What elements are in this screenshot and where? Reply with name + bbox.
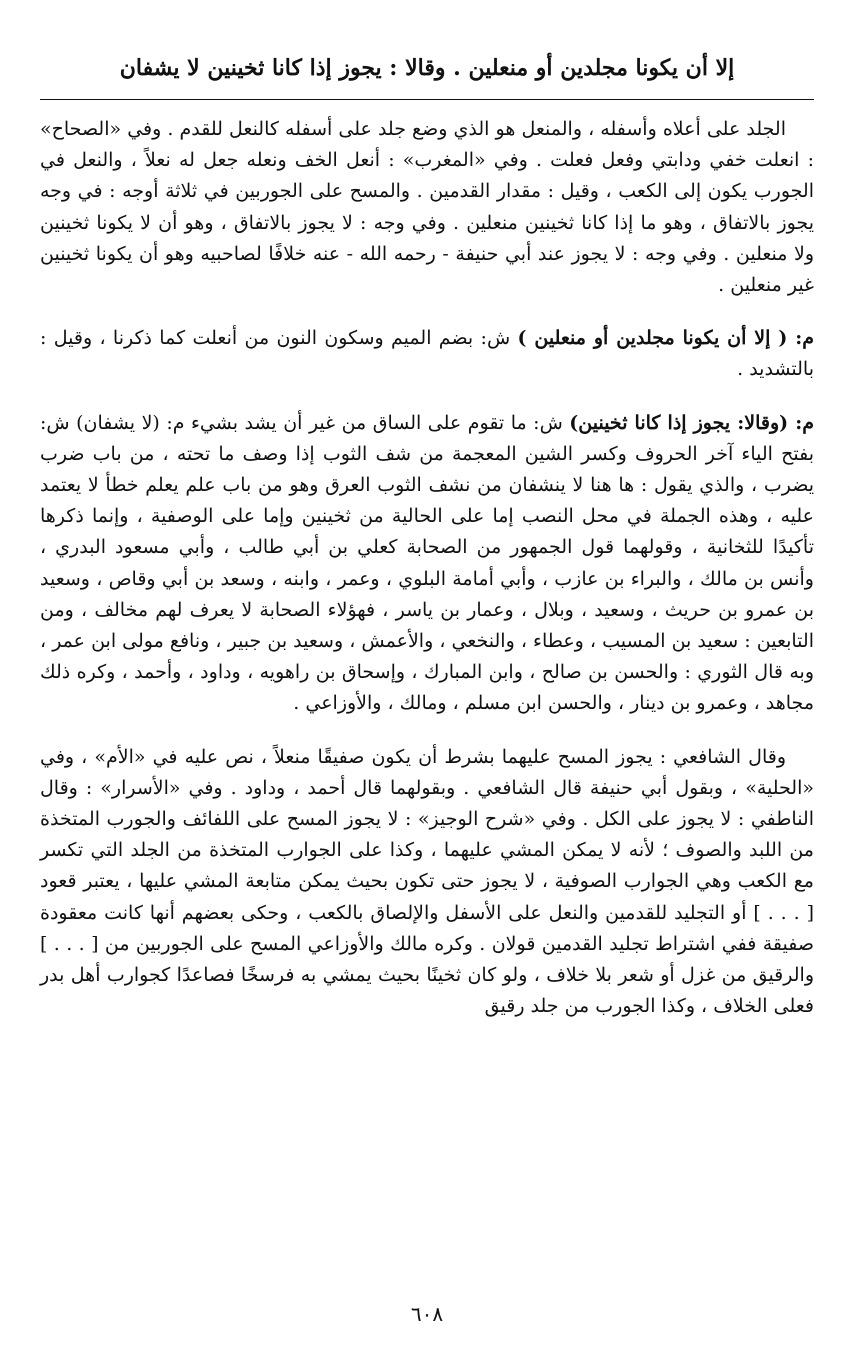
paragraph-3 <box>40 408 814 720</box>
paragraph-3-matn: م: (وقالا: يجوز إذا كانا ثخينين) <box>569 411 814 434</box>
paragraph-4 <box>40 742 814 1023</box>
paragraph-4-text: وقال الشافعي : يجوز المسح عليهما بشرط أن يكون صفيقًا منعلاً ، نص عليه في «الأم» ، وفي «الحلية» ، وبقول أبي حنيفة قال الشافعي . وبقولهما قال أحمد ، وداود . وفي «الأسرار» : وقال الناطفي : لا يجوز على الكل . وفي «شرح الوجيز» : لا يجوز المسح على اللفائف والجورب المتخذة من اللبد والصوف ؛ لأنه لا يمكن المشي عليهما ، وكذا على الجوارب المتخذة من الجلد التي تكسر مع الكعب وهي الجوارب الصوفية ، لا يجوز حتى تكون بحيث يمكن متابعة المشي عليها ، يعتبر قعود [ . . . ] أو التجليد للقدمين والنعل على الأسفل والإلصاق بالكعب ، وحكى بعضهم أنها كانت معقودة صفيقة ففي اشتراط تجليد القدمين قولان . وكره مالك والأوزاعي المسح على الجوربين من [ . . . ] والرقيق من غزل أو شعر بلا خلاف ، ولو كان ثخينًا بحيث يمشي به فرسخًا فصاعدًا كجوارب أهل بدر فعلى الخلاف ، وكذا الجورب من جلد رقيق <box>40 745 814 1018</box>
header-divider <box>40 99 814 100</box>
running-header: إلا أن يكونا مجلدين أو منعلين . وقالا : يجوز إذا كانا ثخينين لا يشفان <box>119 55 735 81</box>
body-text <box>40 114 814 1044</box>
paragraph-2-text: ش: بضم الميم وسكون النون من أنعلت كما ذكرنا ، وقيل : بالتشديد . <box>40 327 814 381</box>
paragraph-2-matn: م: ( إلا أن يكونا مجلدين أو منعلين ) <box>517 327 814 350</box>
paragraph-1 <box>40 114 814 301</box>
paragraph-3-text: ش: ما تقوم على الساق من غير أن يشد بشيء م: (لا يشفان) ش: بفتح الياء آخر الحروف وكسر الشين المعجمة من شف الثوب إذا وصف ما تحته ، من باب ضرب يضرب ، والذي يقول : ها هنا لا ينشفان من نشف الثوب العرق وهو من باب علم يعلم خطأ لا يعتمد عليه ، وهذه الجملة في محل النصب إما على الحالية من ثخينين وإما على الوصفية ، وإنما ذكرها تأكيدًا للثخانية ، وقولهما قول الجمهور من الصحابة كعلي بن أبي طالب ، وأبي مسعود البدري ، وأنس بن مالك ، والبراء بن عازب ، وأبي أمامة البلوي ، وعمر ، وابنه ، وسعد بن أبي وقاص ، وسعيد بن عمرو بن حريث ، وسعيد ، وبلال ، وعمار بن ياسر ، فهؤلاء الصحابة لا يعرف لهم مخالف ، ومن التابعين : سعيد بن المسيب ، وعطاء ، والنخعي ، والأعمش ، وسعيد بن جبير ، ونافع مولى ابن عمر ، وبه قال الثوري : والحسن بن صالح ، وابن المبارك ، وإسحاق بن راهويه ، وداود ، وأحمد ، وكره ذلك مجاهد ، وعمرو بن دينار ، والحسن ابن مسلم ، ومالك ، والأوزاعي . <box>40 411 815 715</box>
book-page <box>40 0 814 1372</box>
paragraph-2 <box>40 323 814 385</box>
paragraph-1-text: الجلد على أعلاه وأسفله ، والمنعل هو الذي وضع جلد على أسفله كالنعل للقدم . وفي «الصحاح» : انعلت خفي ودابتي وفعل فعلت . وفي «المغرب» : أنعل الخف ونعله جعل له نعلاً ، والنعل في الجورب يكون إلى الكعب ، وقيل : مقدار القدمين . والمسح على الجوربين في ثلاثة أوجه : في وجه يجوز بالاتفاق ، وهو ما إذا كانا ثخينين منعلين . وفي وجه : لا يجوز بالاتفاق ، وهو أن لا يكونا ثخينين ولا منعلين . وفي وجه : لا يجوز عند أبي حنيفة - رحمه الله - عنه خلافًا لصاحبيه وهو أن يكونا ثخينين غير منعلين . <box>40 118 814 297</box>
page-number: ٦٠٨ <box>410 1302 444 1326</box>
